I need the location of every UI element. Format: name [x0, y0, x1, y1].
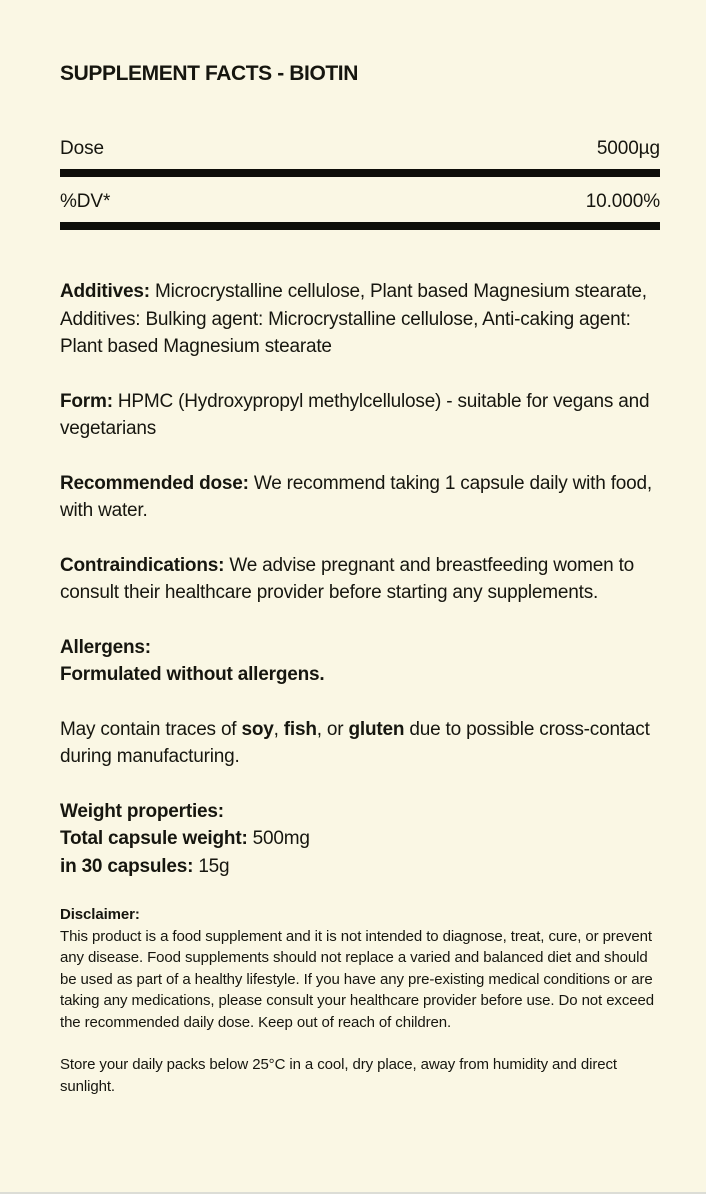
table-row-dose: [60, 138, 660, 160]
capsule-weight-label: Total capsule weight:: [60, 828, 248, 849]
allergens-statement: Formulated without allergens.: [60, 664, 325, 685]
facts-table: [60, 138, 660, 230]
contraindications-text: We advise pregnant and breastfeeding women to consult their healthcare provider before starting any supplements.: [60, 554, 635, 603]
pack-weight-value: 15g: [193, 855, 230, 877]
dose-label: Dose: [60, 138, 104, 159]
form-label: Form:: [60, 390, 113, 412]
dose-value: 5000µg: [596, 138, 660, 159]
recommended-dose-label: Recommended dose:: [60, 472, 249, 494]
paragraph-form: [60, 388, 660, 443]
traces-text: due to possible cross-contact during manufacturing.: [60, 718, 650, 767]
weight-heading: Weight properties:: [60, 800, 224, 822]
disclaimer-text: This product is a food supplement and it is not intended to diagnose, treat, cure, or prevent any disease. Food supplements should not replace a varied and balanced diet and should be used as part of a healthy lifestyle. If you have any pre-existing medical conditions or are taking any medications, please consult your healthcare provider before use. Do not exceed the recommended daily dose. Keep out of reach of children.: [60, 927, 654, 1031]
paragraph-contraindications: [60, 552, 660, 607]
page-title: SUPPLEMENT FACTS - BIOTIN: [60, 62, 359, 85]
allergens-label: Allergens:: [60, 636, 151, 658]
additives-label: Additives:: [60, 281, 150, 302]
table-row-dv: [60, 191, 660, 213]
paragraph-traces: [60, 716, 660, 771]
pack-weight-label: in 30 capsules:: [60, 855, 194, 877]
traces-text: ,: [273, 718, 284, 740]
paragraph-weight-properties: [60, 798, 660, 881]
traces-fish: fish: [283, 718, 317, 740]
paragraph-allergens: [60, 634, 660, 689]
storage-text: Store your daily packs below 25°C in a cool, dry place, away from humidity and direct sunlight.: [60, 1056, 617, 1095]
paragraph-recommended-dose: [60, 470, 660, 525]
traces-text: May contain traces of: [60, 718, 242, 740]
paragraph-additives: [60, 278, 660, 361]
divider-bar: [60, 222, 660, 230]
additives-text: Microcrystalline cellulose, Plant based Magnesium stearate, Additives: Bulking agent: Microcrystalline cellulose, Anti-caking agent: Plant based Magnesium stearate: [60, 281, 647, 357]
divider-bar: [60, 169, 660, 177]
recommended-dose-text: We recommend taking 1 capsule daily with food, with water.: [60, 472, 652, 521]
dv-label: %DV*: [60, 191, 111, 212]
info-sections: [60, 278, 660, 1097]
paragraph-disclaimer: [60, 904, 660, 1033]
disclaimer-label: Disclaimer:: [60, 906, 140, 923]
traces-text: , or: [316, 718, 349, 740]
capsule-weight-value: 500mg: [247, 828, 310, 849]
dv-value: 10.000%: [585, 191, 660, 212]
paragraph-storage: [60, 1054, 660, 1097]
form-text: HPMC (Hydroxypropyl methylcellulose) - suitable for vegans and vegetarians: [60, 390, 650, 439]
contraindications-label: Contraindications:: [60, 554, 225, 576]
traces-gluten: gluten: [348, 718, 405, 740]
traces-soy: soy: [241, 718, 274, 740]
